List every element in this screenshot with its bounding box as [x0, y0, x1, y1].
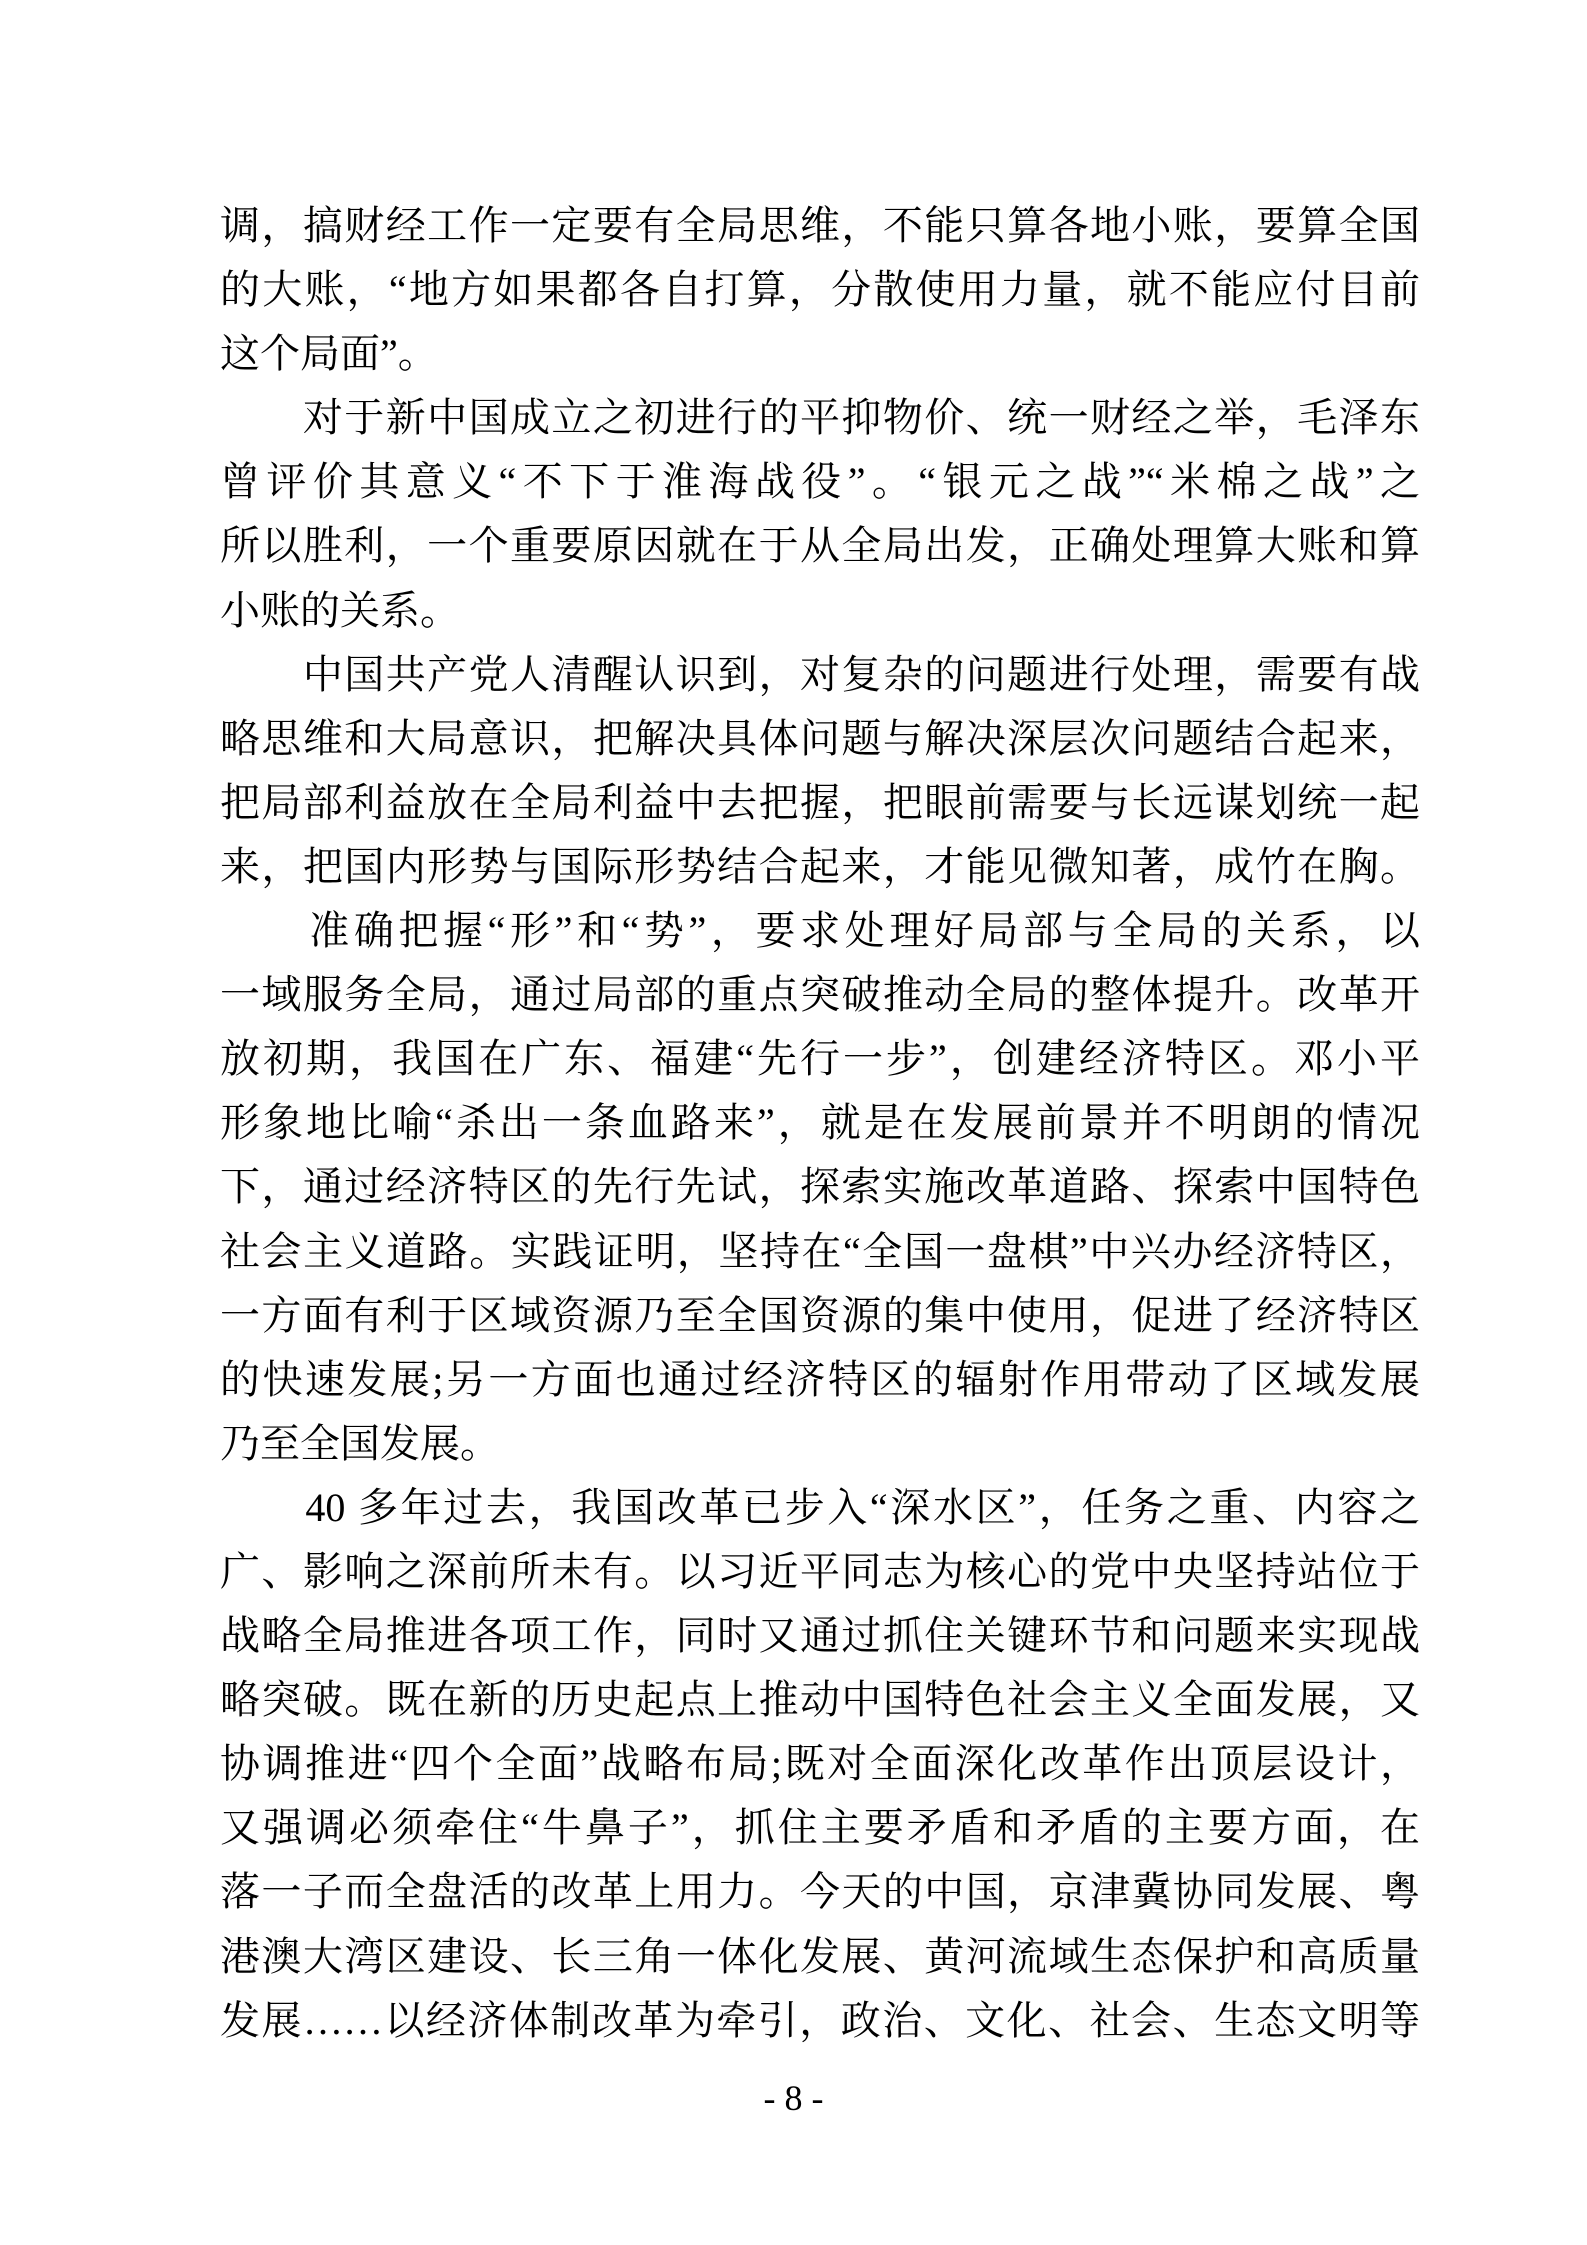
- text-line: 协调推进“四个全面”战略布局;既对全面深化改革作出顶层设计，: [220, 1741, 1420, 1787]
- document-body-text: [220, 194, 1420, 2053]
- text-line: 社会主义道路。实践证明，坚持在“全国一盘棋”中兴办经济特区，: [220, 1228, 1420, 1274]
- text-line: 广、影响之深前所未有。以习近平同志为核心的党中央坚持站位于: [220, 1548, 1420, 1594]
- text-line: 中国共产党人清醒认识到，对复杂的问题进行处理，需要有战: [220, 651, 1420, 697]
- text-line: 小账的关系。: [220, 587, 460, 633]
- text-line: 战略全局推进各项工作，同时又通过抓住关键环节和问题来实现战: [220, 1613, 1420, 1659]
- text-line: 略突破。既在新的历史起点上推动中国特色社会主义全面发展，又: [220, 1677, 1420, 1723]
- text-line: 把局部利益放在全局利益中去把握，把眼前需要与长远谋划统一起: [220, 779, 1420, 825]
- text-line: 一方面有利于区域资源乃至全国资源的集中使用，促进了经济特区: [220, 1292, 1420, 1338]
- text-line: 形象地比喻“杀出一条血路来”，就是在发展前景并不明朗的情况: [220, 1100, 1420, 1146]
- text-line: 40 多年过去，我国改革已步入“深水区”，任务之重、内容之: [220, 1484, 1420, 1530]
- text-line: 来，把国内形势与国际形势结合起来，才能见微知著，成竹在胸。: [220, 843, 1420, 889]
- page-number: - 8 -: [763, 2078, 824, 2118]
- text-line: 的快速发展;另一方面也通过经济特区的辐射作用带动了区域发展: [220, 1356, 1420, 1402]
- text-line: 乃至全国发展。: [220, 1420, 500, 1466]
- text-line: 下，通过经济特区的先行先试，探索实施改革道路、探索中国特色: [220, 1164, 1420, 1210]
- text-line: 略思维和大局意识，把解决具体问题与解决深层次问题结合起来，: [220, 715, 1420, 761]
- text-line: 落一子而全盘活的改革上用力。今天的中国，京津冀协同发展、粤: [220, 1869, 1420, 1915]
- text-line: 调，搞财经工作一定要有全局思维，不能只算各地小账，要算全国: [220, 203, 1420, 248]
- text-line: 所以胜利，一个重要原因就在于从全局出发，正确处理算大账和算: [220, 523, 1420, 569]
- text-line: 发展……以经济体制改革为牵引，政治、文化、社会、生态文明等: [220, 1997, 1420, 2043]
- text-line: 一域服务全局，通过局部的重点突破推动全局的整体提升。改革开: [220, 972, 1420, 1018]
- text-line: 这个局面”。: [220, 331, 438, 377]
- text-line: 准确把握“形”和“势”，要求处理好局部与全局的关系，以: [220, 908, 1420, 954]
- text-line: 曾评价其意义“不下于淮海战役”。“银元之战”“米棉之战”之: [220, 459, 1420, 505]
- text-line: 对于新中国成立之初进行的平抑物价、统一财经之举，毛泽东: [220, 395, 1420, 441]
- text-line: 放初期，我国在广东、福建“先行一步”，创建经济特区。邓小平: [220, 1036, 1420, 1082]
- text-line: 的大账，“地方如果都各自打算，分散使用力量，就不能应付目前: [220, 267, 1420, 313]
- text-line: 港澳大湾区建设、长三角一体化发展、黄河流域生态保护和高质量: [220, 1933, 1420, 1979]
- text-line: 又强调必须牵住“牛鼻子”，抓住主要矛盾和矛盾的主要方面，在: [220, 1805, 1420, 1851]
